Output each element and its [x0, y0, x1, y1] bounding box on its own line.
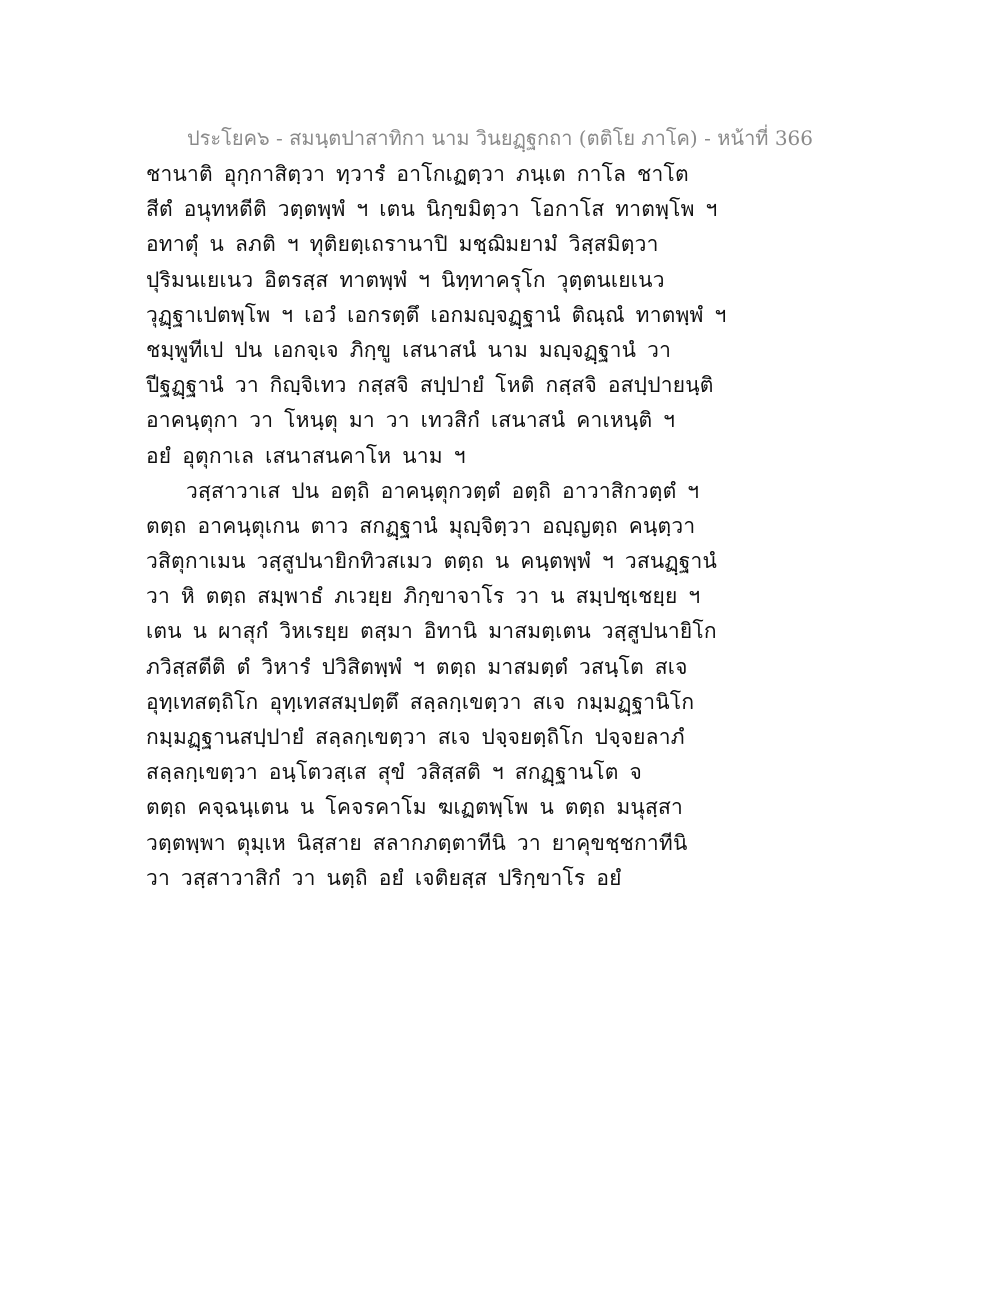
text-line: กมฺมฏฺฐานสปฺปายํ สลฺลกฺเขตฺวา สเจ ปจฺจยตฺถิโก ปจฺจยลาภํ	[146, 725, 685, 749]
paragraph-first-line: วสฺสาวาเส ปน อตฺถิ อาคนฺตุกวตฺตํ อตฺถิ อาวาสิกวตฺตํ ฯ	[186, 478, 700, 503]
text-line: อยํ อุตุกาเล เสนาสนคาโห นาม ฯ	[146, 443, 466, 468]
text-line: สีตํ อนุทหตีติ วตฺตพฺพํ ฯ เตน นิกฺขมิตฺวา โอกาโส ทาตพฺโพ ฯ	[146, 197, 718, 222]
text-line: อุทฺเทสตฺถิโก อุทฺเทสสมฺปตฺตึ สลฺลกฺเขตฺวา สเจ กมฺมฏฺฐานิโก	[146, 689, 695, 714]
text-line: วสิตุกาเมน วสฺสูปนายิกทิวสเมว ตตฺถ น คนฺตพฺพํ ฯ วสนฏฺฐานํ	[146, 549, 718, 574]
text-line: ตตฺถ อาคนฺตุเกน ตาว สกฏฺฐานํ มุญฺจิตฺวา อญฺญตฺถ คนฺตฺวา	[146, 513, 696, 538]
text-line: วุฏฺฐาเปตพฺโพ ฯ เอวํ เอกรตฺตึ เอกมญฺจฏฺฐานํ ติณฺณํ ทาตพฺพํ ฯ	[146, 302, 727, 327]
text-line: อาคนฺตุกา วา โหนฺตุ มา วา เทวสิกํ เสนาสนํ คาเหนฺติ ฯ	[146, 408, 676, 433]
text-line: วา หิ ตตฺถ สมฺพาธํ ภเวยฺย ภิกฺขาจาโร วา น สมฺปชฺเชยฺย ฯ	[146, 584, 701, 609]
body-text	[146, 157, 727, 896]
text-line: ปุริมนเยเนว อิตรสฺส ทาตพฺพํ ฯ นิทฺทาครุโก วุตฺตนเยเนว	[146, 267, 665, 292]
running-header	[0, 122, 1000, 154]
text-line: ชานาติ อุกฺกาสิตฺวา ทฺวารํ อาโกเฏตฺวา ภนฺเต กาโล ชาโต	[146, 162, 689, 186]
running-header-text: ประโยค๖ - สมนฺตปาสาทิกา นาม วินยฏฺฐกถา (ตติโย ภาโค) - หน้าที่ 366	[186, 126, 814, 150]
text-line: ภวิสฺสตีติ ตํ วิหารํ ปวิสิตพฺพํ ฯ ตตฺถ มาสมตฺตํ วสนฺโต สเจ	[146, 654, 688, 679]
text-line: ปีฐฏฺฐานํ วา กิญฺจิเทว กสฺสจิ สปฺปายํ โหติ กสฺสจิ อสปฺปายนฺติ	[146, 373, 714, 398]
text-line: อทาตุํ น ลภติ ฯ ทุติยตฺเถรานาปิ มชฺฌิมยามํ วิสฺสมิตฺวา	[146, 232, 659, 257]
text-line: ชมฺพูทีเป ปน เอกจฺเจ ภิกฺขู เสนาสนํ นาม มญฺจฏฺฐานํ วา	[146, 337, 672, 362]
text-line: วา วสฺสาวาสิกํ วา นตฺถิ อยํ เจติยสฺส ปริกฺขาโร อยํ	[146, 865, 622, 890]
text-line: ตตฺถ คจฺฉนฺเตน น โคจรคาโม ฆเฏตพฺโพ น ตตฺถ มนุสฺสา	[146, 795, 683, 820]
text-line: เตน น ผาสุกํ วิหเรยฺย ตสฺมา อิทานิ มาสมตฺเตน วสฺสูปนายิโก	[146, 619, 717, 644]
text-line: วตฺตพฺพา ตุมฺเห นิสฺสาย สลากภตฺตาทีนิ วา ยาคุขชฺชกาทีนิ	[146, 830, 688, 855]
text-line: สลฺลกฺเขตฺวา อนฺโตวสฺเส สุขํ วสิสฺสติ ฯ สกฏฺฐานโต จ	[146, 760, 642, 785]
